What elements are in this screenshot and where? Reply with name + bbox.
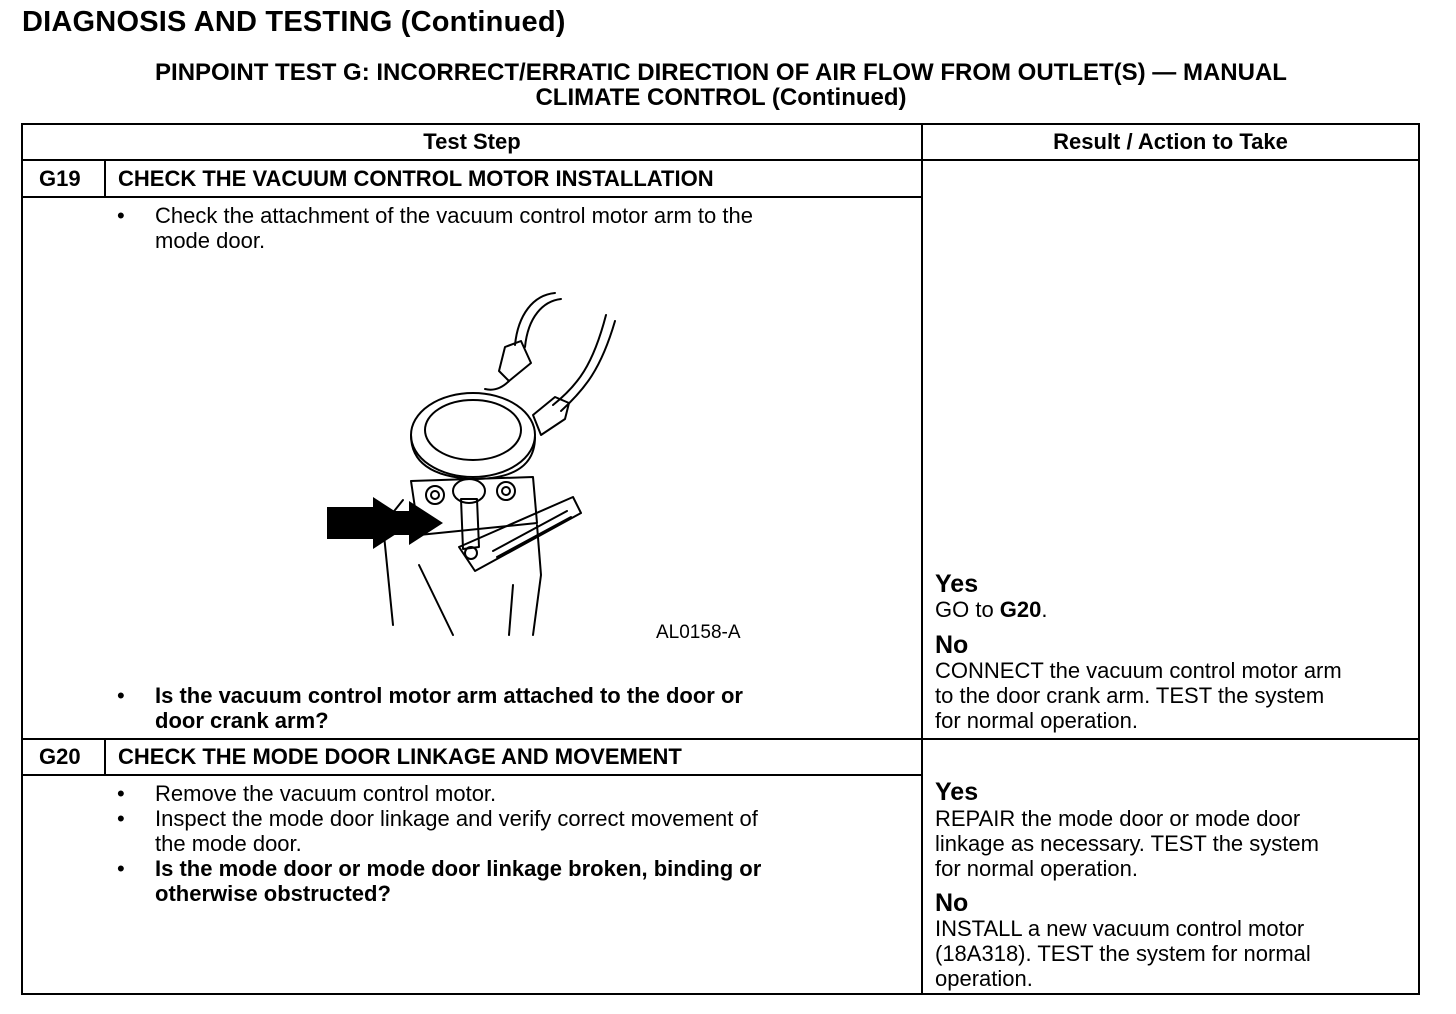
- pinpoint-test-title-line1: PINPOINT TEST G: INCORRECT/ERRATIC DIRECTION OF AIR FLOW FROM OUTLET(S) — MANUAL: [155, 59, 1287, 86]
- g20-instruction-2-line2: the mode door.: [155, 831, 302, 856]
- header-result-action: Result / Action to Take: [1053, 129, 1288, 154]
- g20-instruction-1: Remove the vacuum control motor.: [155, 781, 497, 806]
- bullet: •: [117, 806, 125, 831]
- g20-id-divider: [104, 738, 106, 774]
- g20-no-line1: INSTALL a new vacuum control motor: [935, 916, 1305, 941]
- bracket-bolt-left: [426, 486, 444, 504]
- g20-yes-line2: linkage as necessary. TEST the system: [935, 831, 1319, 856]
- pinpoint-test-table: [21, 123, 1420, 995]
- vacuum-diaphragm: [411, 393, 535, 477]
- header-test-step: Test Step: [423, 129, 521, 154]
- page-heading: DIAGNOSIS AND TESTING (Continued): [22, 6, 566, 38]
- g19-no-line1: CONNECT the vacuum control motor arm: [935, 658, 1342, 683]
- g19-question-line2: door crank arm?: [155, 708, 329, 733]
- illustration-code: AL0158-A: [656, 622, 741, 643]
- g20-instruction-2-line1: Inspect the mode door linkage and verify correct movement of: [155, 806, 758, 831]
- g20-no-label: No: [935, 889, 969, 917]
- hose-tail: [485, 381, 509, 390]
- housing-right-edge: [533, 525, 541, 635]
- g19-question-line1: Is the vacuum control motor arm attached to the door or: [155, 683, 743, 708]
- vacuum-motor-illustration: [323, 285, 623, 645]
- g19-instruction-line1: Check the attachment of the vacuum control motor arm to the: [155, 203, 753, 228]
- step-title-g19: CHECK THE VACUUM CONTROL MOTOR INSTALLATION: [118, 166, 714, 191]
- g19-yes-ref: G20: [999, 597, 1042, 622]
- bracket-bolt-left-center: [431, 491, 439, 499]
- g20-no-line3: operation.: [935, 966, 1033, 991]
- header-divider: [23, 159, 1418, 161]
- g19-no-label: No: [935, 631, 969, 659]
- crank-slot: [493, 511, 567, 551]
- step-title-g20: CHECK THE MODE DOOR LINKAGE AND MOVEMENT: [118, 744, 682, 769]
- g20-no-line2: (18A318). TEST the system for normal: [935, 941, 1311, 966]
- bullet: •: [117, 781, 125, 806]
- bracket-bolt-right-center: [502, 487, 510, 495]
- bullet: •: [117, 683, 125, 708]
- vacuum-hose-upper: [515, 293, 555, 345]
- housing-rib-right: [509, 585, 513, 635]
- g20-question-line2: otherwise obstructed?: [155, 881, 391, 906]
- g20-title-divider: [23, 774, 921, 776]
- step-id-g19: G19: [39, 166, 81, 191]
- hose-connector-left: [499, 341, 531, 381]
- g19-instruction-line2: mode door.: [155, 228, 266, 253]
- housing-rib: [419, 565, 453, 635]
- g19-no-line2: to the door crank arm. TEST the system: [935, 683, 1325, 708]
- g19-title-divider: [23, 196, 921, 198]
- g19-yes-label: Yes: [935, 570, 979, 598]
- g20-yes-label: Yes: [935, 778, 979, 806]
- bullet: •: [117, 203, 125, 228]
- step-id-g20: G20: [39, 744, 81, 769]
- g19-no-line3: for normal operation.: [935, 708, 1138, 733]
- pinpoint-test-title-line2: CLIMATE CONTROL (Continued): [535, 84, 907, 111]
- g20-question-line1: Is the mode door or mode door linkage broken, binding or: [155, 856, 762, 881]
- bracket-bolt-right: [497, 482, 515, 500]
- vacuum-diaphragm-inner: [425, 400, 521, 460]
- g20-yes-line3: for normal operation.: [935, 856, 1138, 881]
- g19-yes-action: [935, 597, 1048, 622]
- row-divider: [23, 738, 1418, 740]
- g19-id-divider: [104, 159, 106, 196]
- bullet: •: [117, 856, 125, 881]
- column-divider: [921, 125, 923, 993]
- g19-yes-suffix: .: [1041, 597, 1048, 622]
- g19-yes-prefix: GO to: [935, 597, 1000, 622]
- hose-connector-right: [533, 397, 569, 435]
- pinpoint-test-title: [0, 60, 1442, 110]
- g20-yes-line1: REPAIR the mode door or mode door: [935, 806, 1301, 831]
